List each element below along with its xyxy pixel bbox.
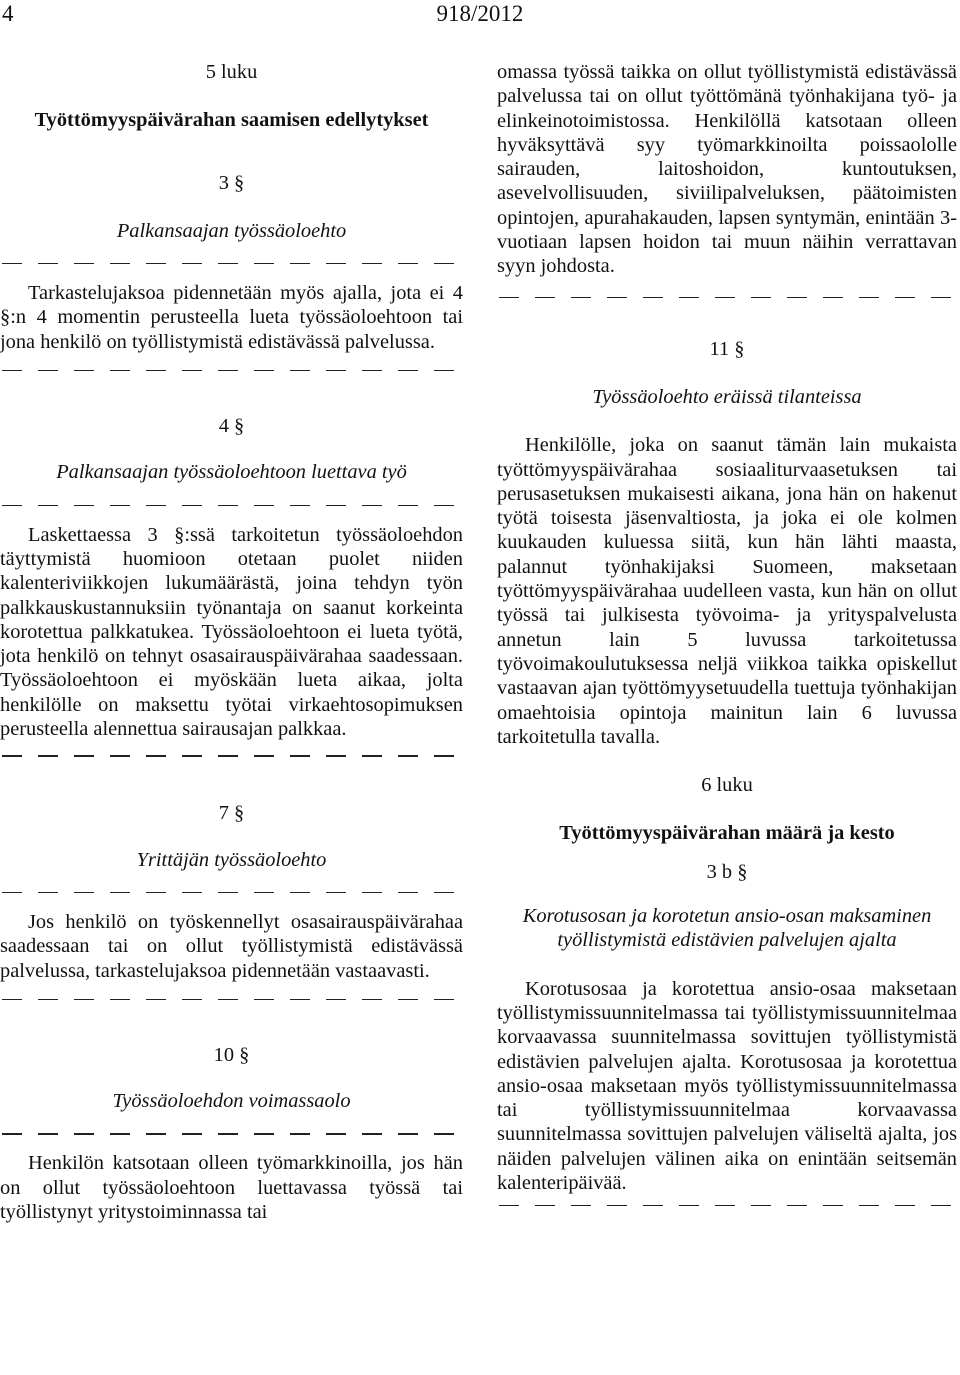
omission-separator [497, 1205, 957, 1207]
page-header [0, 0, 960, 34]
left-column [0, 58, 463, 1224]
section-number: 3 § [218, 171, 245, 194]
omission-separator [0, 999, 463, 1001]
section-title: Korotusosan ja korotetun ansio-osan maksaminen työllistymistä edistävien palvelujen ajalta [522, 905, 932, 952]
chapter-heading: 6 luku [701, 774, 753, 797]
omission-separator [497, 297, 957, 299]
paragraph: Laskettaessa 3 §:ssä tarkoitetun työssäoloehdon täyttymistä huomioon otetaan puolet niiden kalenteriviikkojen lukumäärästä, joina tehdyn työn palkkauskustannuksiin työnantaja on saanut korkeinta korotettua palkkatukea. Työssäoloehtoon ei lueta työtä, jota henkilö on tehnyt osasairauspäivärahaa saadessaan. Työssäoloehtoon ei myöskään lueta aikaa, jolta henkilölle on maksettu työtai virkaehtosopimuksen perusteella alennettua sairausajan palkkaa. [0, 523, 463, 741]
omission-separator [0, 263, 463, 265]
paragraph: Tarkastelujaksoa pidennetään myös ajalla, jota ei 4 §:n 4 momentin perusteella lueta työssäoloehtoon tai jona henkilö on työllistymistä edistävässä palvelussa. [0, 282, 463, 353]
paragraph: Korotusosaa ja korotettua ansio-osaa maksetaan työllistymissuunnitelmassa tai työllistymissuunnitelmaa korvaavassa suunnitelmassa sovittujen työllistymistä edistävien palvelujen ajalta. Korotusosaa ja korotettua ansio-osaa maksetaan myös työllistymissuunnitelmassa tai työllistymissuunnitelmaa korvaavassa suunnitelmassa sovittujen palvelujen väliseltä ajalta, jos näiden palvelujen välinen aika on enintään seitsemän kalenteripäivää. [497, 977, 957, 1194]
paragraph: Henkilön katsotaan olleen työmarkkinoilla, jos hän on ollut työssäoloehtoon luettavassa työssä tai työllistynyt yritystoiminnassa tai [0, 1152, 463, 1224]
paragraph-continuation: omassa työssä taikka on ollut työllistymistä edistävässä palvelussa tai on ollut työttömänä työnhakijana työ- ja elinkeinotoimistossa. Henkilöllä katsotaan olleen hyväksyttävä syy työmarkkinoilta poissaololle sairauden, laitoshoidon, kuntoutuksen, asevelvollisuuden, siviilipalveluksen, päätoimisten opintojen, apurahakauden, lapsen syntymän, enintään 3-vuotiaan lapsen hoidon tai muun näihin verrattavan syyn johdosta. [497, 61, 957, 278]
section-number: 4 § [218, 415, 245, 438]
section-number: 10 § [213, 1043, 250, 1066]
section-title: Yrittäjän työssäoloehto [136, 848, 327, 871]
chapter-title: Työttömyyspäivärahan saamisen edellytykset [34, 109, 429, 132]
right-column [497, 58, 957, 1207]
section-title: Palkansaajan työssäoloehtoon luettava työ [56, 461, 407, 484]
omission-separator [0, 892, 463, 894]
section-number: 7 § [218, 802, 245, 825]
section-title: Työssäoloehto eräissä tilanteissa [592, 385, 862, 408]
page-number: 4 [2, 1, 14, 26]
chapter-title: Työttömyyspäivärahan määrä ja kesto [559, 822, 895, 845]
chapter-heading: 5 luku [205, 61, 258, 83]
section-title: Työssäoloehdon voimassaolo [112, 1090, 351, 1113]
omission-separator [0, 755, 463, 757]
section-title: Palkansaajan työssäoloehto [116, 219, 347, 242]
document-reference: 918/2012 [436, 1, 524, 26]
section-number: 11 § [709, 337, 745, 360]
paragraph: Jos henkilö on työskennellyt osasairauspäivärahaa saadessaan tai on ollut työllistymistä edistävässä palvelussa, tarkastelujaksoa pidennetään vastaavasti. [0, 910, 463, 982]
omission-separator [0, 370, 463, 372]
omission-separator [0, 1133, 463, 1135]
paragraph: Henkilölle, joka on saanut tämän lain mukaista työttömyyspäivärahaa sosiaaliturvaasetuksen tai perusasetuksen mukaisesti aikana, jona hän on hakenut työtä toisesta jäsenvaltiosta, ja joka ei ole kolmen kuukauden kuluessa siitä, kun hän lähti maasta, palannut työnhakijaksi Suomeen, maksetaan työttömyyspäivärahaa uudelleen vasta, kun hän on ollut työssä tai julkisesta työvoima- ja yrityspalvelusta annetun lain 5 luvussa tarkoitetussa työvoimakoulutuksessa neljä viikkoa taikka opiskellut vastaavan ajan työttömyysetuudella tuettuja työnhakijan omaehtoisia opintoja mainitun lain 6 luvussa tarkoitetulla tavalla. [497, 434, 957, 748]
omission-separator [0, 505, 463, 507]
section-number: 3 b § [706, 860, 748, 883]
